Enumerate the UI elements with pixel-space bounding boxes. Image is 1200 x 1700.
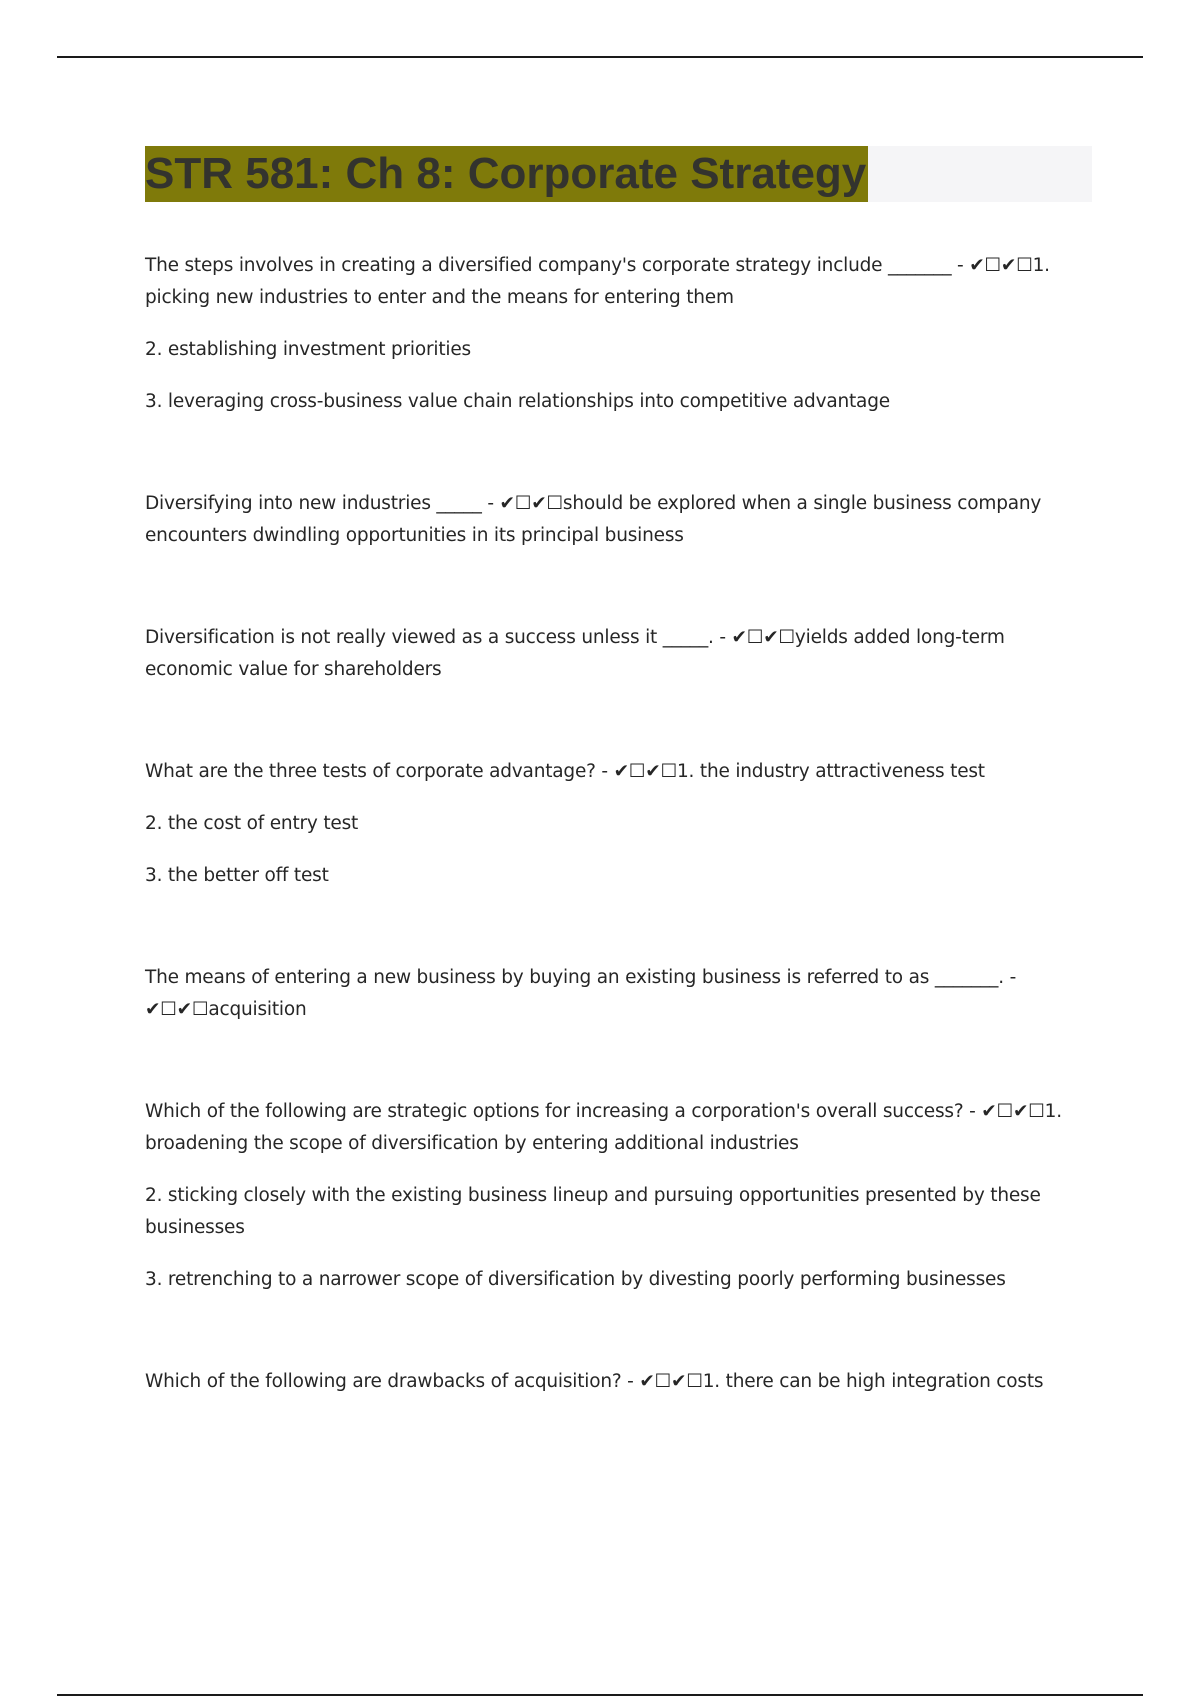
card-question: The means of entering a new business by buying an existing business is referred to as _______. - ✔☐✔☐acquisition	[145, 967, 1017, 1020]
title-band	[145, 146, 1092, 202]
card-answer-item: 3. the better off test	[145, 865, 329, 886]
card-question: What are the three tests of corporate advantage? - ✔☐✔☐1. the industry attractiveness test	[145, 761, 985, 782]
flashcard	[145, 962, 1085, 1026]
flashcard	[145, 756, 1085, 892]
card-answer-item: 3. retrenching to a narrower scope of diversification by divesting poorly performing businesses	[145, 1269, 1006, 1290]
card-question: Which of the following are drawbacks of acquisition? - ✔☐✔☐1. there can be high integration costs	[145, 1371, 1044, 1392]
top-rule	[57, 56, 1143, 58]
card-question: Which of the following are strategic options for increasing a corporation's overall success? - ✔☐✔☐1. broadening the scope of diversification by entering additional industries	[145, 1101, 1062, 1154]
flashcard-list	[145, 250, 1085, 1398]
card-question: Diversification is not really viewed as a success unless it _____. - ✔☐✔☐yields added long-term economic value for shareholders	[145, 627, 1005, 680]
card-answer-item: 2. sticking closely with the existing business lineup and pursuing opportunities presented by these businesses	[145, 1185, 1041, 1238]
flashcard	[145, 622, 1085, 686]
card-question: Diversifying into new industries _____ - ✔☐✔☐should be explored when a single business company encounters dwindling opportunities in its principal business	[145, 493, 1042, 546]
card-question: The steps involves in creating a diversified company's corporate strategy include _______ - ✔☐✔☐1. picking new industries to enter and the means for entering them	[145, 255, 1050, 308]
card-answer-item: 3. leveraging cross-business value chain relationships into competitive advantage	[145, 391, 890, 412]
card-answer-item: 2. the cost of entry test	[145, 813, 359, 834]
flashcard	[145, 1366, 1085, 1398]
flashcard	[145, 488, 1085, 552]
flashcard	[145, 1096, 1085, 1296]
bottom-rule	[57, 1694, 1143, 1696]
flashcard	[145, 250, 1085, 418]
document-title: STR 581: Ch 8: Corporate Strategy	[145, 146, 868, 202]
card-answer-item: 2. establishing investment priorities	[145, 339, 471, 360]
